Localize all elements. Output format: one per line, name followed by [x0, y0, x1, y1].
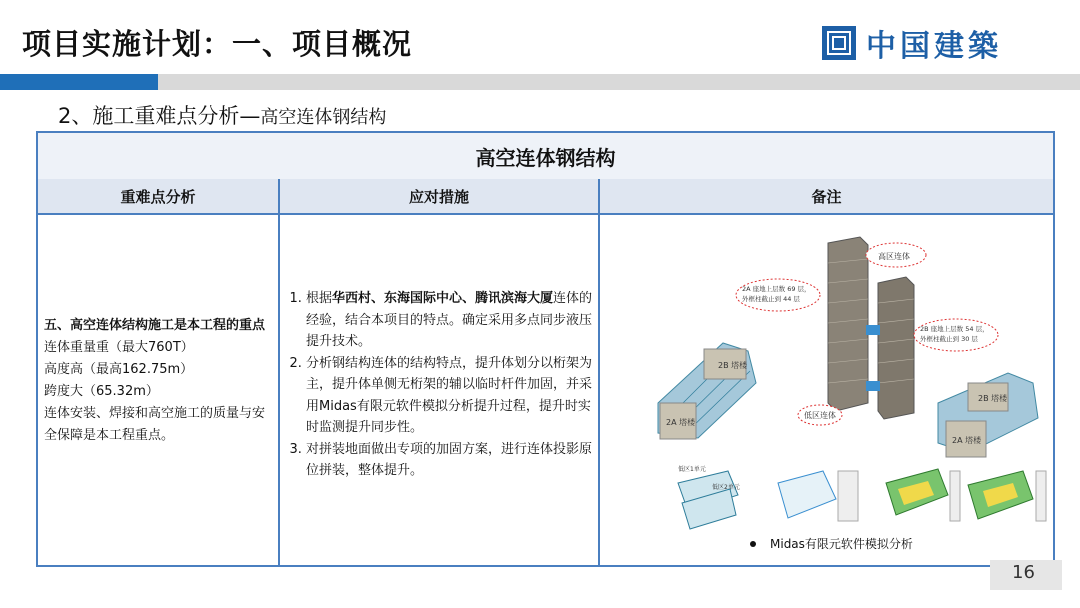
fea-thumbnail-2: [778, 471, 858, 521]
page-number: 16: [1012, 562, 1035, 583]
analysis-line: 跨度大（65.32m）: [44, 384, 159, 399]
measure-projects: 华西村、东海国际中心、腾讯滨海大厦: [332, 291, 554, 306]
analysis-table: [36, 131, 1055, 567]
measure-item: 2. 分析钢结构连体的结构特点，提升体划分以桁架为主，提升体单侧无桁架的辅以临时杆件加固，并采用Midas有限元软件模拟分析提升过程，提升时实时监测提升同步性。: [306, 353, 598, 439]
logo-text: 中国建築: [866, 29, 1002, 64]
label-2a-right: 2A 塔楼: [952, 436, 982, 445]
column-divider: [278, 179, 280, 565]
logo-mark-icon: [822, 26, 856, 60]
header-band-accent: [0, 74, 158, 90]
bullet-icon: [750, 541, 756, 547]
label-high-bridge: 高区连体: [878, 252, 910, 261]
measure-item: 3. 对拼装地面做出专项的加固方案，进行连体投影原位拼装，整体提升。: [306, 439, 598, 482]
header-band: [0, 74, 1080, 90]
company-logo: [822, 24, 1002, 62]
label-low-bridge: 低区连体: [804, 411, 836, 420]
svg-text:2B 座地上层数 54 层，: 2B 座地上层数 54 层，: [920, 325, 989, 333]
column-header-remarks: 备注: [600, 179, 1053, 215]
label-unit2: 低区2单元: [712, 484, 740, 491]
analysis-line: 连体重量重（最大760T）: [44, 340, 194, 355]
analysis-cell: [44, 315, 272, 447]
page-title: 项目实施计划：一、项目概况: [22, 27, 413, 61]
label-2b-left: 2B 塔楼: [718, 361, 748, 370]
svg-text:外框柱截止到 44 层: 外框柱截止到 44 层: [742, 295, 800, 303]
analysis-line: 连体安装、焊接和高空施工的质量与安全保障是本工程重点。: [44, 406, 266, 443]
fea-thumbnail-1: [678, 465, 740, 529]
subtitle-main: 2、施工重难点分析—: [58, 104, 261, 128]
column-header-analysis: 重难点分析: [38, 179, 278, 215]
section-subtitle: [58, 100, 386, 130]
caption-text: Midas有限元软件模拟分析: [770, 537, 913, 551]
fea-thumbnail-4: [968, 471, 1046, 521]
measures-cell: [286, 288, 598, 482]
structure-illustration: [638, 233, 1050, 533]
structure-figure: [638, 233, 1050, 533]
figure-caption: [750, 535, 913, 552]
measures-list: [286, 288, 598, 482]
label-2a-left: 2A 塔楼: [666, 418, 696, 427]
column-divider: [598, 179, 600, 565]
measure-text: 连体的经验，结合本项目的特点。确定采用多点同步液压提升技术。: [306, 291, 593, 349]
analysis-line: 高度高（最高162.75m）: [44, 362, 194, 377]
column-header-measures: 应对措施: [280, 179, 598, 215]
svg-text:2A 座地上层数 69 层，: 2A 座地上层数 69 层，: [742, 285, 811, 293]
fea-thumbnail-3: [886, 469, 960, 521]
subtitle-topic: 高空连体钢结构: [260, 107, 387, 128]
analysis-heading: 五、高空连体结构施工是本工程的重点: [44, 318, 266, 333]
measure-item: [306, 288, 598, 353]
measure-text: 根据: [306, 291, 333, 306]
label-unit1: 低区1单元: [678, 466, 706, 473]
svg-text:外框柱截止到 30 层: 外框柱截止到 30 层: [920, 335, 978, 343]
label-2b-right: 2B 塔楼: [978, 394, 1008, 403]
table-title: 高空连体钢结构: [38, 133, 1053, 181]
